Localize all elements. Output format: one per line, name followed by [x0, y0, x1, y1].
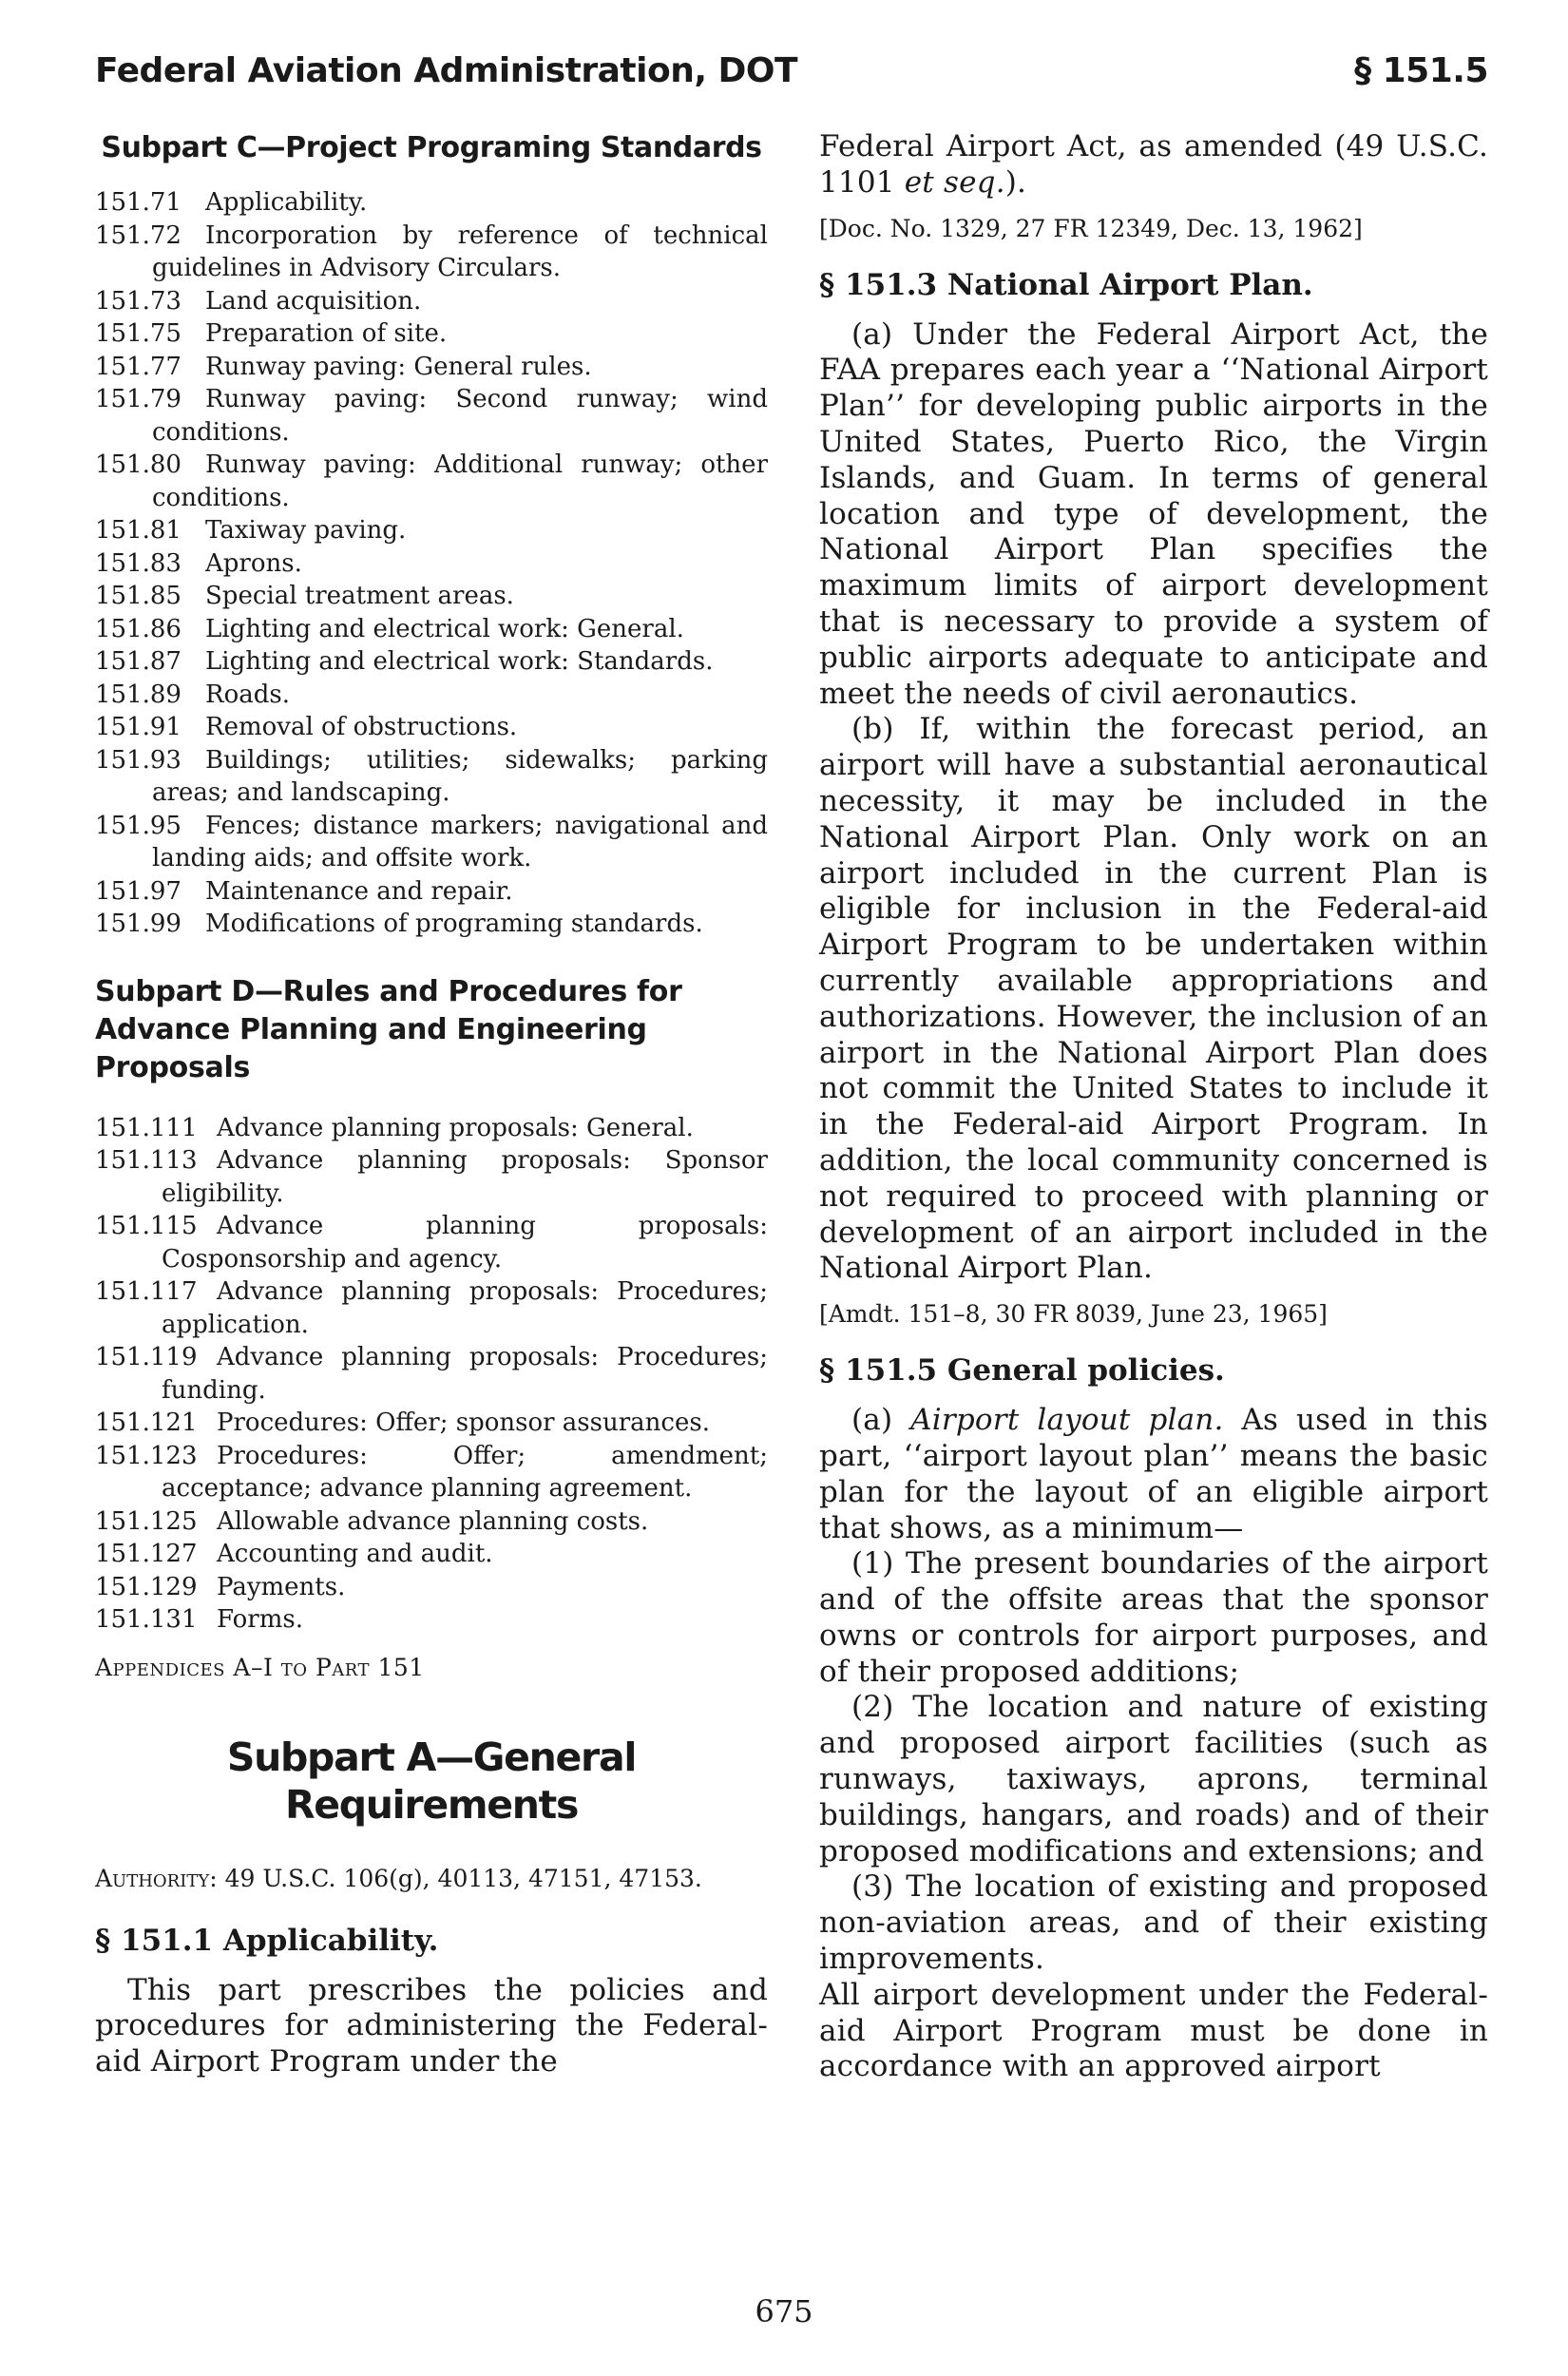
section-151-1-text-continued: [819, 129, 1488, 201]
toc-section-title: Buildings; utilities; sidewalks; parking areas; and landscaping.: [152, 745, 768, 807]
toc-entry: [95, 1538, 768, 1571]
toc-section-number: 151.77: [95, 352, 182, 381]
toc-section-title: Fences; distance markers; navigational and landing aids; and offsite work.: [152, 811, 768, 872]
toc-section-number: 151.99: [95, 910, 182, 938]
toc-section-title: Preparation of site.: [205, 319, 448, 348]
running-header-agency: Federal Aviation Administration, DOT: [95, 51, 798, 90]
para-a-term: Airport layout plan.: [910, 1403, 1224, 1438]
toc-section-number: 151.95: [95, 811, 182, 840]
toc-section-number: 151.123: [95, 1441, 198, 1470]
toc-section-number: 151.81: [95, 516, 182, 545]
toc-entry: [95, 645, 768, 679]
toc-section-title: Accounting and audit.: [217, 1540, 493, 1568]
section-151-1-source: [Doc. No. 1329, 27 FR 12349, Dec. 13, 1962]: [819, 214, 1363, 242]
toc-section-number: 151.83: [95, 548, 182, 578]
toc-section-title: Aprons.: [205, 548, 302, 578]
toc-section-number: 151.97: [95, 876, 182, 906]
toc-section-number: 151.111: [95, 1113, 198, 1142]
toc-entry: [95, 220, 768, 285]
toc-section-number: 151.113: [95, 1146, 198, 1175]
toc-section-title: Removal of obstructions.: [205, 713, 518, 741]
toc-section-number: 151.71: [95, 188, 182, 217]
toc-section-number: 151.119: [95, 1343, 198, 1371]
section-151-1-text-end: ).: [1004, 164, 1027, 200]
section-151-1-et-seq: et seq.: [904, 164, 1005, 200]
toc-entry: [95, 1112, 768, 1145]
toc-entry: [95, 1505, 768, 1539]
toc-section-number: 151.87: [95, 647, 182, 676]
page-number: 675: [755, 2293, 813, 2329]
toc-entry: [95, 1144, 768, 1210]
subpart-c-title: Subpart C—Project Programing Standards: [101, 131, 762, 164]
toc-section-title: Runway paving: Additional runway; other conditions.: [152, 450, 768, 512]
section-151-3-para-b: (b) If, within the forecast period, an airport will have a substantial aeronautical necessity, it may be included in the National Airport Plan. Only work on an airport included in the current Plan is eligible for inclusion in the Federal-aid Airport Program to be undertaken within currently available appropriations and authorizations. However, the inclusion of an airport in the National Airport Plan does not commit the United States to include it in the Federal-aid Airport Program. In addition, the local community concerned is not required to proceed with planning or development of an airport included in the National Airport Plan.: [819, 712, 1488, 1286]
para-a-definition: As used in this part, ‘‘airport layout plan’’ means the basic plan for the layout of an eligible airport that shows, as a minimum—: [819, 1403, 1488, 1545]
toc-entry: [95, 285, 768, 318]
toc-section-title: Forms.: [217, 1605, 303, 1634]
toc-entry: [95, 679, 768, 712]
toc-section-number: 151.129: [95, 1572, 198, 1601]
toc-section-title: Allowable advance planning costs.: [217, 1506, 649, 1536]
toc-section-number: 151.125: [95, 1506, 198, 1536]
toc-section-title: Lighting and electrical work: General.: [205, 614, 684, 643]
section-151-3-heading: § 151.3 National Airport Plan.: [819, 267, 1313, 302]
right-column: [819, 129, 1488, 2085]
toc-entry: [95, 908, 768, 941]
toc-section-title: Incorporation by reference of technical guidelines in Advisory Circulars.: [152, 220, 768, 282]
toc-section-title: Maintenance and repair.: [205, 876, 513, 906]
toc-entry: [95, 711, 768, 744]
toc-section-title: Procedures: Offer; sponsor assurances.: [217, 1408, 710, 1437]
section-151-5-para-1: (1) The present boundaries of the airport and of the offsite areas that the sponsor owns or controls for airport purposes, and of their proposed additions;: [819, 1546, 1488, 1689]
subpart-a-title: Subpart A—General Requirements: [226, 1734, 637, 1828]
toc-section-title: Advance planning proposals: Procedures; application.: [162, 1277, 768, 1339]
toc-entry: [95, 875, 768, 909]
toc-entry: [95, 514, 768, 547]
toc-entry: [95, 317, 768, 351]
toc-entry: [95, 383, 768, 449]
toc-section-title: Special treatment areas.: [205, 582, 514, 610]
toc-entry: [95, 1341, 768, 1407]
toc-section-title: Advance planning proposals: Cosponsorship and agency.: [162, 1212, 768, 1274]
toc-entry: [95, 613, 768, 646]
running-header-section: § 151.5: [1354, 51, 1488, 90]
toc-section-number: 151.121: [95, 1408, 198, 1437]
toc-section-title: Procedures: Offer; amendment; acceptance; advance planning agreement.: [162, 1441, 768, 1503]
authority-note: [95, 1863, 768, 1895]
toc-section-title: Advance planning proposals: Procedures; funding.: [162, 1343, 768, 1405]
para-a-prefix: (a): [851, 1403, 911, 1438]
toc-entry: [95, 186, 768, 220]
toc-section-number: 151.91: [95, 713, 182, 741]
toc-section-number: 151.117: [95, 1277, 198, 1306]
toc-section-title: Roads.: [205, 680, 290, 709]
toc-section-title: Payments.: [217, 1572, 346, 1601]
toc-section-number: 151.89: [95, 680, 182, 709]
toc-entry: [95, 1275, 768, 1341]
toc-section-title: Land acquisition.: [205, 286, 422, 316]
toc-section-number: 151.127: [95, 1540, 198, 1568]
section-151-1-text: This part prescribes the policies and procedures for administering the Federal-aid Airport Program under the: [95, 1972, 768, 2079]
authority-text: 49 U.S.C. 106(g), 40113, 47151, 47153.: [217, 1864, 702, 1892]
subpart-d-contents: [95, 1112, 768, 1637]
authority-label: Authority:: [95, 1864, 218, 1892]
toc-section-number: 151.85: [95, 582, 182, 610]
toc-entry: [95, 744, 768, 810]
subpart-c-contents: [95, 186, 768, 941]
toc-entry: [95, 1440, 768, 1505]
toc-entry: [95, 810, 768, 875]
section-151-1-heading: § 151.1 Applicability.: [95, 1923, 439, 1958]
toc-section-number: 151.79: [95, 385, 182, 413]
section-151-5-closing-text: All airport development under the Federal-aid Airport Program must be done in accordance with an approved airport: [819, 1977, 1488, 2084]
toc-entry: [95, 1571, 768, 1604]
appendices-entry: Appendices A–I to Part 151: [95, 1653, 425, 1681]
toc-entry: [95, 351, 768, 384]
toc-section-number: 151.115: [95, 1212, 198, 1240]
toc-entry: [95, 449, 768, 514]
left-column: [95, 129, 768, 2080]
toc-section-number: 151.73: [95, 286, 182, 316]
toc-entry: [95, 1210, 768, 1275]
toc-section-title: Runway paving: General rules.: [205, 352, 592, 381]
toc-section-number: 151.93: [95, 745, 182, 775]
section-151-5-para-a: [819, 1403, 1488, 1546]
toc-entry: [95, 1407, 768, 1440]
toc-section-number: 151.72: [95, 220, 182, 250]
toc-section-title: Modifications of programing standards.: [205, 910, 703, 938]
section-151-1-text-cont: Federal Airport Act, as amended (49 U.S.C. 1101: [819, 129, 1488, 200]
toc-section-title: Advance planning proposals: Sponsor eligibility.: [162, 1146, 768, 1208]
toc-entry: [95, 580, 768, 613]
section-151-3-para-a: (a) Under the Federal Airport Act, the FAA prepares each year a ‘‘National Airport Plan’’ for developing public airports in the United States, Puerto Rico, the Virgin Islands, and Guam. In terms of general location and type of development, the National Airport Plan specifies the maximum limits of airport development that is necessary to provide a system of public airports adequate to anticipate and meet the needs of civil aeronautics.: [819, 316, 1488, 711]
toc-section-number: 151.86: [95, 614, 182, 643]
toc-section-number: 151.131: [95, 1605, 198, 1634]
section-151-5-para-2: (2) The location and nature of existing and proposed airport facilities (such as runways, taxiways, aprons, terminal buildings, hangars, and roads) and of their proposed modifications and extensions; and: [819, 1690, 1488, 1868]
toc-section-number: 151.75: [95, 319, 182, 348]
toc-section-title: Taxiway paving.: [205, 516, 407, 545]
toc-section-title: Runway paving: Second runway; wind conditions.: [152, 385, 768, 447]
section-151-5-para-3: (3) The location of existing and proposed non-aviation areas, and of their existing improvements.: [819, 1869, 1488, 1977]
toc-section-title: Applicability.: [205, 188, 368, 217]
toc-section-title: Advance planning proposals: General.: [217, 1113, 694, 1142]
section-151-3-source: [Amdt. 151–8, 30 FR 8039, June 23, 1965]: [819, 1300, 1328, 1329]
toc-entry: [95, 1603, 768, 1637]
toc-entry: [95, 547, 768, 581]
toc-section-title: Lighting and electrical work: Standards.: [205, 647, 714, 676]
toc-section-number: 151.80: [95, 450, 182, 479]
subpart-d-title: Subpart D—Rules and Procedures for Advance Planning and Engineering Proposals: [95, 974, 682, 1084]
section-151-5-heading: § 151.5 General policies.: [819, 1353, 1225, 1389]
